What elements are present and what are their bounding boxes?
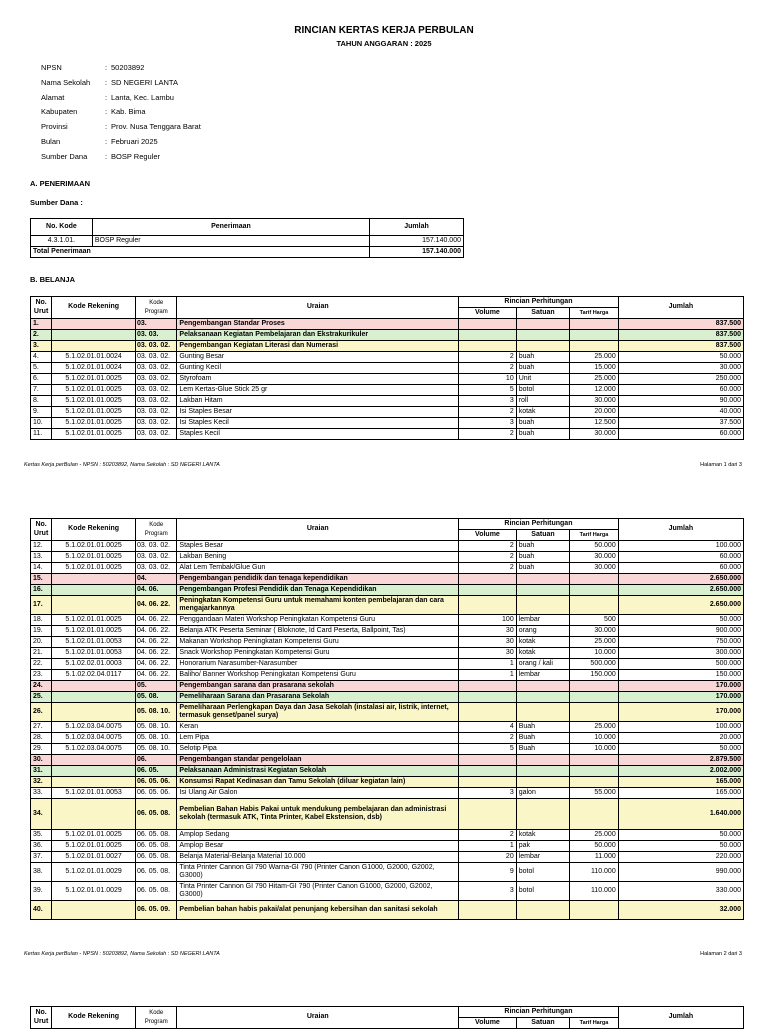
table-row: 16. 04. 06. Pengembangan Profesi Pendidik dan Tenaga Kependidikan 2.650.000 (31, 585, 744, 596)
info-value: 50203892 (111, 63, 145, 72)
info-label: Bulan (41, 136, 61, 146)
info-label: Alamat (41, 92, 65, 102)
section-b-heading: B. BELANJA (30, 275, 76, 284)
info-row (41, 107, 201, 122)
col-jumlah: Jumlah (370, 219, 464, 236)
col-rincian: Rincian Perhitungan (459, 1007, 619, 1018)
col-uraian: Uraian (177, 297, 459, 319)
info-value: Prov. Nusa Tenggara Barat (111, 122, 201, 132)
table-row: 30. 06. Pengembangan standar pengelolaan 2.879.500 (31, 755, 744, 766)
col-jumlah: Jumlah (618, 1007, 743, 1029)
info-label: Nama Sekolah (41, 77, 91, 87)
col-tarif: Tarif Harga (570, 1018, 619, 1029)
info-row (41, 122, 201, 137)
belanja-table-page-2 (30, 518, 744, 920)
info-row (41, 93, 201, 108)
table-row: 33. 5.1.02.01.01.0053 06. 05. 06. Isi Ulang Air Galon 3 galon 55.000 165.000 (31, 788, 744, 799)
col-satuan: Satuan (516, 1018, 570, 1029)
table-row: 6. 5.1.02.01.01.0025 03. 03. 02. Styrofoam 10 Unit 25.000 250.000 (31, 374, 744, 385)
table-row: 1. 03. Pengembangan Standar Proses 837.500 (31, 319, 744, 330)
footer-left-2: Kertas Kerja perBulan - NPSN : 50203892, Nama Sekolah : SD NEGERI LANTA (24, 951, 220, 957)
col-satuan: Satuan (516, 308, 570, 319)
table-row: 28. 5.1.02.03.04.0075 05. 08. 10. Lem Pipa 2 Buah 10.000 20.000 (31, 733, 744, 744)
table-row: 27. 5.1.02.03.04.0075 05. 08. 10. Keran 4 Buah 25.000 100.000 (31, 722, 744, 733)
col-kode-rekening: Kode Rekening (52, 519, 136, 541)
table-row: 39. 5.1.02.01.01.0029 06. 05. 08. Tinta Printer Cannon GI 790 Hitam-GI 790 (Printer Canon G1000, G2000, G2002, G3000) 3 botol 110.000 330.000 (31, 882, 744, 901)
col-no-urut: No. Urut (31, 1007, 52, 1029)
col-volume: Volume (459, 308, 517, 319)
table-row: 25. 05. 08. Pemeliharaan Sarana dan Prasarana Sekolah 170.000 (31, 692, 744, 703)
col-jumlah: Jumlah (618, 519, 743, 541)
col-no-kode: No. Kode (31, 219, 93, 236)
info-value: SD NEGERI LANTA (111, 77, 178, 87)
info-label: Provinsi (41, 122, 68, 132)
col-satuan: Satuan (516, 530, 570, 541)
table-row: 7. 5.1.02.01.01.0025 03. 03. 02. Lem Kertas-Glue Stick 25 gr 5 botol 12.000 60.000 (31, 385, 744, 396)
info-value: Februari 2025 (111, 136, 158, 146)
info-colon: : (104, 63, 108, 72)
belanja-table-page-3 (30, 1006, 744, 1029)
col-no-urut: No. Urut (31, 297, 52, 319)
table-row: 15. 04. Pengembangan pendidik dan tenaga kependidikan 2.650.000 (31, 574, 744, 585)
table-row: 4. 5.1.02.01.01.0024 03. 03. 02. Gunting Besar 2 buah 25.000 50.000 (31, 352, 744, 363)
info-colon: : (104, 92, 108, 102)
info-row (41, 63, 201, 78)
info-colon: : (104, 136, 108, 146)
table-row: 37. 5.1.02.01.01.0027 06. 05. 08. Belanja Material-Belanja Material 10.000 20 lembar 11.000 220.000 (31, 852, 744, 863)
table-row: 21. 5.1.02.01.01.0053 04. 06. 22. Snack Workshop Peningkatan Kompetensi Guru 30 kotak 10.000 300.000 (31, 648, 744, 659)
table-row: 34. 06. 05. 08. Pembelian Bahan Habis Pakai untuk mendukung pembelajaran dan administrasi sekolah (termasuk ATK, Tinta Printer, Kabel Ekstension, dsb) 1.640.000 (31, 799, 744, 830)
info-row (41, 152, 201, 167)
info-row (41, 78, 201, 93)
table-row: 26. 05. 08. 10. Pemeliharaan Perlengkapan Daya dan Jasa Sekolah (instalasi air, listrik, internet, termasuk genset/panel surya) 170.000 (31, 703, 744, 722)
table-row: 12. 5.1.02.01.01.0025 03. 03. 02. Staples Besar 2 buah 50.000 100.000 (31, 541, 744, 552)
penerimaan-table (30, 218, 464, 258)
col-volume: Volume (459, 1018, 517, 1029)
col-uraian: Uraian (177, 519, 459, 541)
table-row: 9. 5.1.02.01.01.0025 03. 03. 02. Isi Staples Besar 2 kotak 20.000 40.000 (31, 407, 744, 418)
footer-page-number: Halaman 1 dari 3 (700, 462, 742, 468)
doc-title: RINCIAN KERTAS KERJA PERBULAN (294, 25, 474, 36)
table-row: 11. 5.1.02.01.01.0025 03. 03. 02. Staples Kecil 2 buah 30.000 60.000 (31, 429, 744, 440)
total-row: Total Penerimaan 157.140.000 (31, 247, 464, 258)
col-rincian: Rincian Perhitungan (459, 519, 619, 530)
col-kode-program: Kode Program (136, 1007, 177, 1029)
info-colon: : (104, 122, 108, 132)
info-value: Kab. Bima (111, 107, 146, 117)
info-colon: : (104, 151, 108, 161)
info-value: Lanta, Kec. Lambu (111, 92, 174, 102)
footer-left: Kertas Kerja perBulan - NPSN : 50203892, Nama Sekolah : SD NEGERI LANTA (24, 462, 220, 468)
table-row: 2. 03. 03. Pelaksanaan Kegiatan Pembelajaran dan Ekstrakurikuler 837.500 (31, 330, 744, 341)
table-row: 22. 5.1.02.02.01.0003 04. 06. 22. Honorarium Narasumber-Narasumber 1 orang / kali 500.000 500.000 (31, 659, 744, 670)
table-row: 18. 5.1.02.01.01.0025 04. 06. 22. Penggandaan Materi Workshop Peningkatan Kompetensi Guru 100 lembar 500 50.000 (31, 615, 744, 626)
table-row: 14. 5.1.02.01.01.0025 03. 03. 02. Alat Lem Tembak/Glue Gun 2 buah 30.000 60.000 (31, 563, 744, 574)
table-row: 24. 05. Pengembangan sarana dan prasarana sekolah 170.000 (31, 681, 744, 692)
col-kode-rekening: Kode Rekening (52, 297, 136, 319)
table-row: 31. 06. 05. Pelaksanaan Administrasi Kegiatan Sekolah 2.002.000 (31, 766, 744, 777)
info-label: Sumber Dana (41, 151, 88, 161)
table-row: 17. 04. 06. 22. Peningkatan Kompetensi Guru untuk memahami konten pembelajaran dan cara mengajarkannya 2.650.000 (31, 596, 744, 615)
col-tarif: Tarif Harga (570, 308, 619, 319)
info-colon: : (104, 107, 108, 117)
table-row: 4.3.1.01. BOSP Reguler 157.140.000 (31, 236, 464, 247)
table-row: 35. 5.1.02.01.01.0025 06. 05. 08. Amplop Sedang 2 kotak 25.000 50.000 (31, 830, 744, 841)
table-row: 5. 5.1.02.01.01.0024 03. 03. 02. Gunting Kecil 2 buah 15.000 30.000 (31, 363, 744, 374)
table-row: 29. 5.1.02.03.04.0075 05. 08. 10. Selotip Pipa 5 Buah 10.000 50.000 (31, 744, 744, 755)
table-row: 36. 5.1.02.01.01.0025 06. 05. 08. Amplop Besar 1 pak 50.000 50.000 (31, 841, 744, 852)
table-row: 19. 5.1.02.01.01.0025 04. 06. 22. Belanja ATK Peserta Seminar ( Bloknote, Id Card Peserta, Ballpoint, Tas) 30 orang 30.000 900.000 (31, 626, 744, 637)
table-row: 8. 5.1.02.01.01.0025 03. 03. 02. Lakban Hitam 3 roll 30.000 90.000 (31, 396, 744, 407)
info-label: NPSN (41, 63, 62, 72)
table-row: 3. 03. 03. 02. Pengembangan Kegiatan Literasi dan Numerasi 837.500 (31, 341, 744, 352)
belanja-table-page-1 (30, 296, 744, 440)
col-uraian: Uraian (177, 1007, 459, 1029)
info-label: Kabupaten (41, 107, 78, 117)
col-rincian: Rincian Perhitungan (459, 297, 619, 308)
col-kode-program: Kode Program (136, 297, 177, 319)
table-row: 10. 5.1.02.01.01.0025 03. 03. 02. Isi Staples Kecil 3 buah 12.500 37.500 (31, 418, 744, 429)
col-kode-rekening: Kode Rekening (52, 1007, 136, 1029)
info-value: BOSP Reguler (111, 151, 161, 161)
table-row: 13. 5.1.02.01.01.0025 03. 03. 02. Lakban Bening 2 buah 30.000 60.000 (31, 552, 744, 563)
table-row: 23. 5.1.02.02.04.0117 04. 06. 22. Baliho/ Banner Workshop Peningkatan Kompetensi Guru 1 lembar 150.000 150.000 (31, 670, 744, 681)
table-row: 32. 06. 05. 06. Konsumsi Rapat Kedinasan dan Tamu Sekolah (diluar kegiatan lain) 165.000 (31, 777, 744, 788)
col-penerimaan: Penerimaan (92, 219, 369, 236)
school-info (41, 63, 201, 167)
table-row: 20. 5.1.02.01.01.0053 04. 06. 22. Makanan Workshop Peningkatan Kompetensi Guru 30 kotak 25.000 750.000 (31, 637, 744, 648)
section-a-heading: A. PENERIMAAN (30, 179, 91, 188)
col-tarif: Tarif Harga (570, 530, 619, 541)
col-kode-program: Kode Program (136, 519, 177, 541)
sumber-dana-label: Sumber Dana : (30, 198, 83, 207)
doc-subtitle: TAHUN ANGGARAN : 2025 (336, 39, 432, 48)
col-no-urut: No. Urut (31, 519, 52, 541)
info-row (41, 137, 201, 152)
table-row: 40. 06. 05. 09. Pembelian bahan habis pakai/alat penunjang kebersihan dan sanitasi sekolah 32.000 (31, 901, 744, 920)
col-jumlah: Jumlah (618, 297, 743, 319)
table-row: 38. 5.1.02.01.01.0029 06. 05. 08. Tinta Printer Cannon GI 790 Warna-GI 790 (Printer Canon G1000, G2000, G2002, G3000) 9 botol 110.000 990.000 (31, 863, 744, 882)
info-colon: : (104, 77, 108, 87)
col-volume: Volume (459, 530, 517, 541)
footer-page-number-2: Halaman 2 dari 3 (700, 951, 742, 957)
